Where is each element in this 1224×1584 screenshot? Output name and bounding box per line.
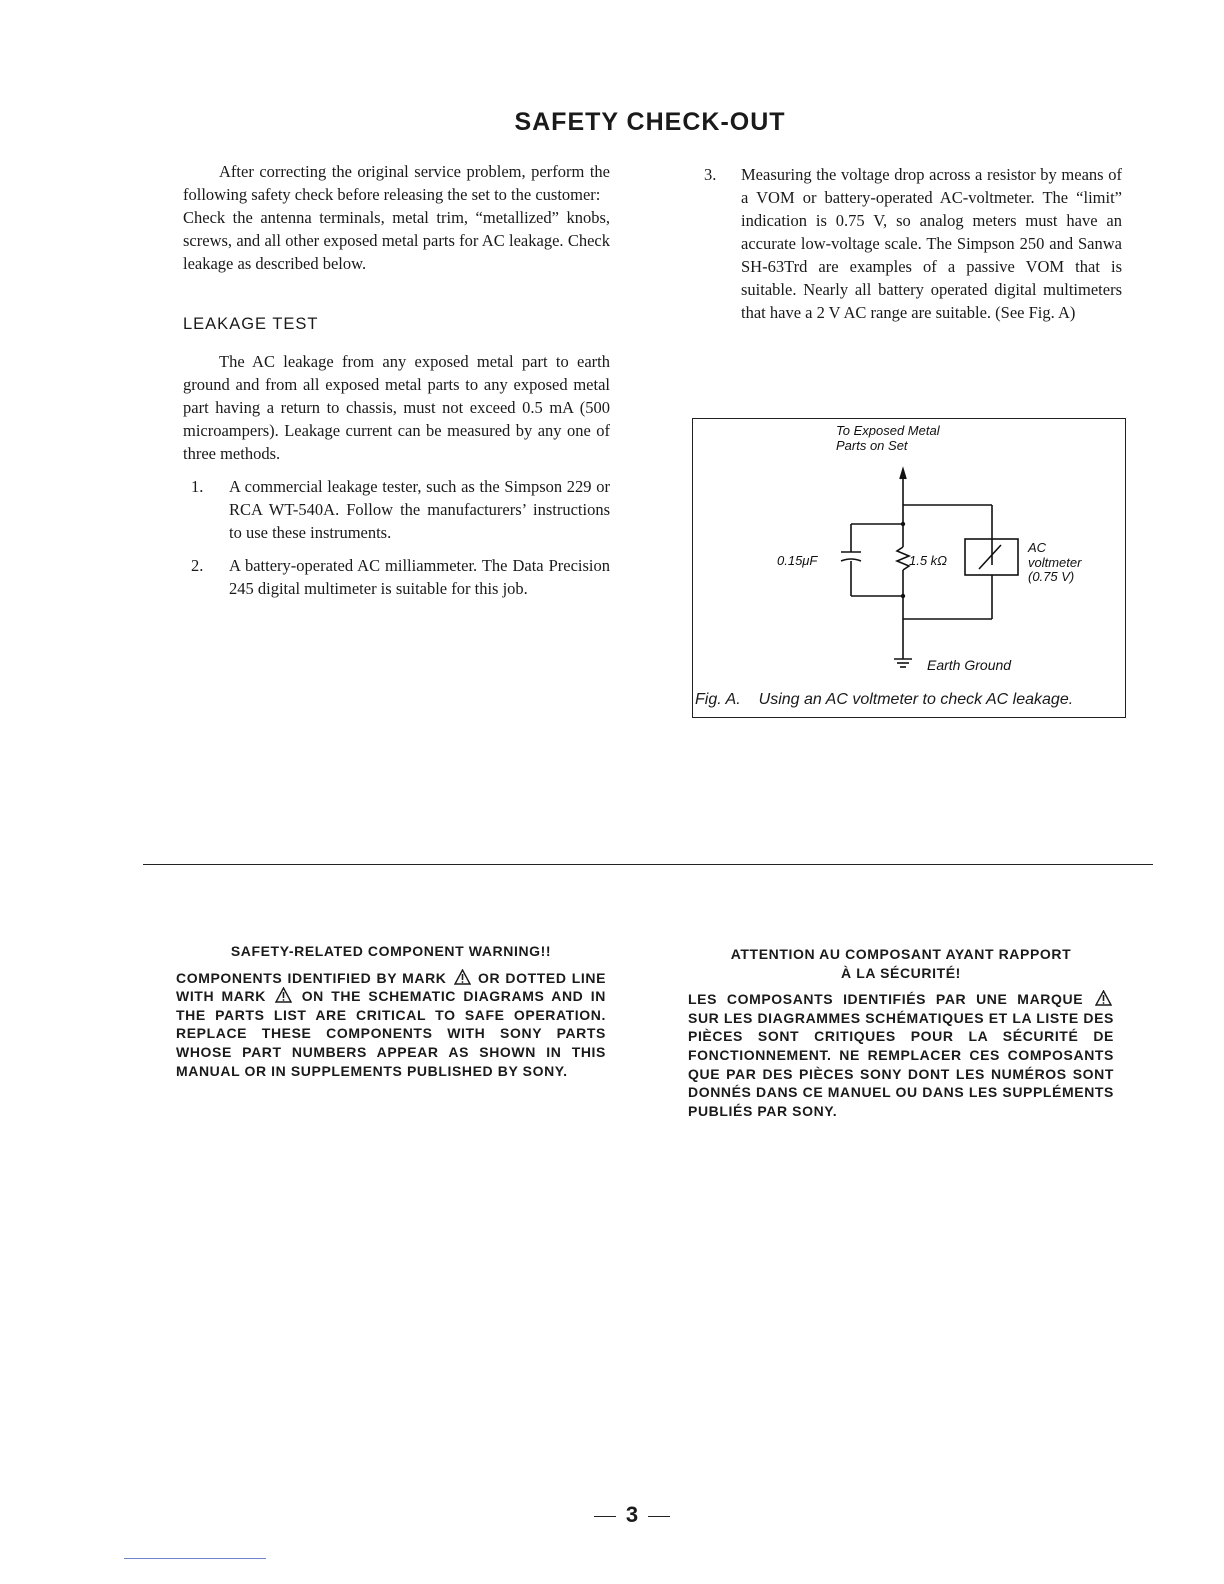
warning-title-line: ATTENTION AU COMPOSANT AYANT RAPPORT	[730, 946, 1072, 962]
warning-text: ON THE SCHEMATIC DIAGRAMS AND IN THE PARTS LIST ARE CRITICAL TO SAFE OPERATION. REPLACE THESE COMPONENTS WITH SONY PARTS WHOSE PART NUMBERS APPEAR AS SHOWN IN THIS MANUAL OR IN SUPPLEMENTS PUBLISHED BY SONY.	[176, 988, 606, 1079]
intro-check-paragraph: Check the antenna terminals, metal trim, “metallized” knobs, screws, and all other exposed metal parts for AC leakage. Check leakage as described below.	[183, 208, 610, 273]
list-item-text: A commercial leakage tester, such as the Simpson 229 or RCA WT-540A. Follow the manufacturers’ instructions to use these instruments.	[229, 477, 610, 542]
page-title: SAFETY CHECK-OUT	[514, 108, 786, 136]
right-column	[704, 163, 1122, 324]
warning-body	[688, 990, 1114, 1120]
list-item	[183, 554, 610, 600]
list-item-number: 1.	[191, 477, 204, 496]
warning-text: OR DOTTED LINE WITH MARK	[176, 969, 607, 1005]
list-item	[183, 475, 610, 544]
warning-text: COMPONENTS IDENTIFIED BY MARK	[176, 969, 447, 986]
safety-mark-icon	[1095, 990, 1112, 1006]
safety-mark-icon	[454, 969, 471, 985]
left-column	[183, 160, 610, 600]
figure-top-label: To Exposed Metal	[836, 423, 940, 438]
earth-ground-label: Earth Ground	[927, 657, 1012, 673]
dash	[648, 1516, 670, 1517]
warning-text: SUR LES DIAGRAMMES SCHÉMATIQUES ET LA LISTE DES PIÈCES SONT CRITIQUES POUR LA SÉCURITÉ DE FONCTIONNEMENT. NE REMPLACER CES COMPOSANTS QUE PAR DES PIÈCES SONY DONT LES NUMÉROS SONT DONNÉS DANS CE MANUEL OU DANS LES SUPPLÉMENTS PUBLIÉS PAR SONY.	[688, 1009, 1114, 1119]
figure-caption-text: Using an AC voltmeter to check AC leakage.	[758, 691, 1074, 708]
intro-paragraph: After correcting the original service problem, perform the following safety check before releasing the set to the customer:	[183, 162, 610, 204]
figure-caption	[695, 691, 1073, 709]
safety-warning-french	[688, 945, 1114, 1120]
safety-warning-english	[176, 942, 606, 1080]
leakage-test-heading: LEAKAGE TEST	[183, 315, 319, 333]
warning-title: SAFETY-RELATED COMPONENT WARNING!!	[230, 943, 552, 959]
figure-top-label-2: Parts on Set	[836, 438, 908, 453]
warning-title-line: À LA SÉCURITÉ!	[841, 964, 961, 981]
resistor-label: 1.5 kΩ	[909, 553, 948, 568]
figure-a	[692, 418, 1126, 718]
meter-label-value: (0.75 V)	[1028, 569, 1075, 584]
meter-label-voltmeter: voltmeter	[1028, 555, 1082, 570]
page-number	[0, 1502, 1224, 1528]
warning-text: LES COMPOSANTS IDENTIFIÉS PAR UNE MARQUE	[688, 991, 1084, 1008]
figure-number: Fig. A.	[695, 691, 741, 708]
list-item-text: Measuring the voltage drop across a resistor by means of a VOM or battery-operated AC-voltmeter. The “limit” indication is 0.75 V, so analog meters must have an accurate low-voltage scale. The Simpson 250 and Sanwa SH-63Trd are examples of a passive VOM that is suitable. Nearly all battery operated digital multimeters that have a 2 V AC range are suitable. (See Fig. A)	[741, 165, 1122, 322]
warning-body	[176, 969, 606, 1081]
dash	[594, 1516, 616, 1517]
leakage-paragraph: The AC leakage from any exposed metal part to earth ground and from all exposed metal parts to any exposed metal part having a return to chassis, must not exceed 0.5 mA (500 microampers). Leakage current can be measured by any one of three methods.	[183, 352, 610, 463]
warning-title	[688, 945, 1114, 982]
corner-rule	[124, 1558, 266, 1559]
page-number-value: 3	[625, 1502, 639, 1527]
meter-label-ac: AC	[1028, 540, 1047, 555]
section-divider	[143, 864, 1153, 865]
list-item-text: A battery-operated AC milliammeter. The Data Precision 245 digital multimeter is suitable for this job.	[229, 556, 610, 598]
list-item-number: 3.	[704, 165, 717, 184]
safety-mark-icon	[275, 987, 292, 1003]
list-item-number: 2.	[191, 556, 204, 575]
capacitor-label: 0.15μF	[777, 553, 818, 568]
list-item	[704, 163, 1122, 324]
